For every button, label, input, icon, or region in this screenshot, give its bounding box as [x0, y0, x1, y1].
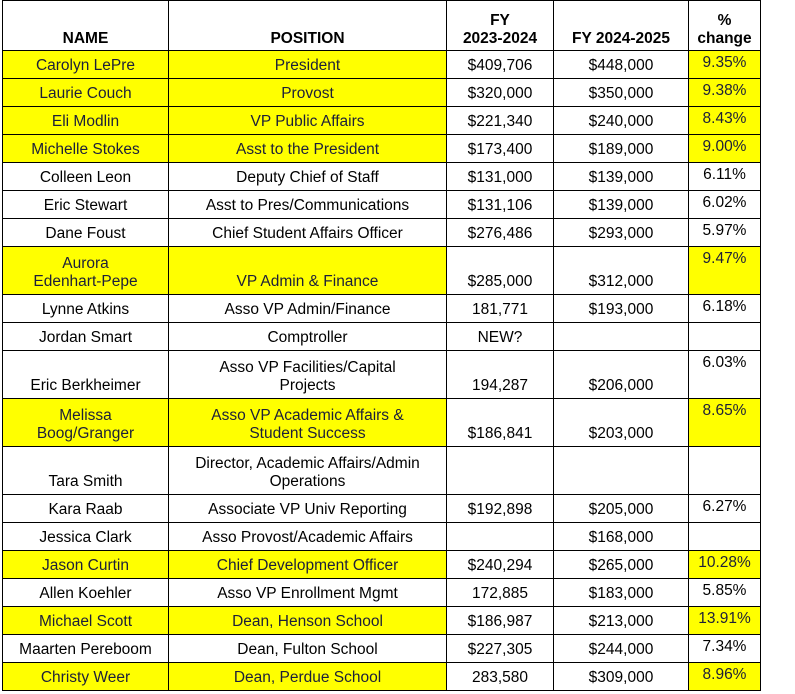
cell-percent-change: 9.35% [689, 51, 761, 79]
cell-percent-change: 13.91% [689, 607, 761, 635]
cell-percent-change: 5.97% [689, 219, 761, 247]
table-row [3, 663, 761, 691]
table-row [3, 399, 761, 447]
header-fy-2024-2025: FY 2024-2025 [554, 1, 689, 51]
cell-fy-2024-2025 [554, 323, 689, 351]
cell-fy-2024-2025: $213,000 [554, 607, 689, 635]
table-row [3, 247, 761, 295]
cell-fy-2024-2025: $205,000 [554, 495, 689, 523]
cell-position: Chief Student Affairs Officer [169, 219, 447, 247]
cell-fy-2024-2025: $183,000 [554, 579, 689, 607]
cell-percent-change: 7.34% [689, 635, 761, 663]
cell-name: Jordan Smart [3, 323, 169, 351]
cell-position: Asso Provost/Academic Affairs [169, 523, 447, 551]
cell-name: Colleen Leon [3, 163, 169, 191]
cell-fy-2024-2025: $193,000 [554, 295, 689, 323]
cell-fy-2023-2024: $173,400 [447, 135, 554, 163]
cell-fy-2024-2025: $265,000 [554, 551, 689, 579]
table-row [3, 607, 761, 635]
cell-position: Asso VP Enrollment Mgmt [169, 579, 447, 607]
cell-position: President [169, 51, 447, 79]
cell-position: Asst to Pres/Communications [169, 191, 447, 219]
cell-percent-change [689, 447, 761, 495]
cell-fy-2023-2024: $131,000 [447, 163, 554, 191]
cell-position: Director, Academic Affairs/Admin Operations [169, 447, 447, 495]
table-row [3, 447, 761, 495]
cell-fy-2023-2024: $285,000 [447, 247, 554, 295]
cell-fy-2024-2025: $312,000 [554, 247, 689, 295]
cell-percent-change: 8.96% [689, 663, 761, 691]
header-percent-change: % change [689, 1, 761, 51]
cell-fy-2024-2025: $309,000 [554, 663, 689, 691]
table-row [3, 107, 761, 135]
cell-percent-change: 6.11% [689, 163, 761, 191]
cell-percent-change: 6.03% [689, 351, 761, 399]
cell-position: VP Public Affairs [169, 107, 447, 135]
cell-percent-change: 8.65% [689, 399, 761, 447]
cell-percent-change: 9.47% [689, 247, 761, 295]
cell-name: Eli Modlin [3, 107, 169, 135]
cell-name: Jessica Clark [3, 523, 169, 551]
table-row [3, 579, 761, 607]
table-row [3, 323, 761, 351]
cell-fy-2024-2025: $293,000 [554, 219, 689, 247]
cell-fy-2023-2024 [447, 523, 554, 551]
cell-percent-change: 8.43% [689, 107, 761, 135]
cell-position: Dean, Fulton School [169, 635, 447, 663]
cell-fy-2023-2024: $186,841 [447, 399, 554, 447]
cell-name: Laurie Couch [3, 79, 169, 107]
table-row [3, 635, 761, 663]
cell-percent-change: 9.38% [689, 79, 761, 107]
table-row [3, 219, 761, 247]
cell-position: Asso VP Academic Affairs & Student Success [169, 399, 447, 447]
cell-name: Carolyn LePre [3, 51, 169, 79]
cell-fy-2023-2024: 194,287 [447, 351, 554, 399]
cell-fy-2023-2024: $276,486 [447, 219, 554, 247]
cell-position: Provost [169, 79, 447, 107]
cell-percent-change: 10.28% [689, 551, 761, 579]
cell-fy-2024-2025: $189,000 [554, 135, 689, 163]
header-position: POSITION [169, 1, 447, 51]
cell-percent-change [689, 323, 761, 351]
salary-table [2, 0, 761, 691]
table-row [3, 163, 761, 191]
table-row [3, 191, 761, 219]
cell-fy-2023-2024: $192,898 [447, 495, 554, 523]
cell-percent-change: 6.27% [689, 495, 761, 523]
cell-percent-change: 6.18% [689, 295, 761, 323]
cell-fy-2023-2024: $227,305 [447, 635, 554, 663]
header-fy-2023-2024: FY 2023-2024 [447, 1, 554, 51]
cell-position: Chief Development Officer [169, 551, 447, 579]
cell-fy-2023-2024 [447, 447, 554, 495]
cell-name: Aurora Edenhart-Pepe [3, 247, 169, 295]
cell-percent-change [689, 523, 761, 551]
cell-position: Associate VP Univ Reporting [169, 495, 447, 523]
cell-fy-2024-2025: $168,000 [554, 523, 689, 551]
cell-fy-2023-2024: $409,706 [447, 51, 554, 79]
cell-name: Michael Scott [3, 607, 169, 635]
cell-name: Eric Berkheimer [3, 351, 169, 399]
cell-name: Michelle Stokes [3, 135, 169, 163]
table-row [3, 551, 761, 579]
cell-position: Asso VP Admin/Finance [169, 295, 447, 323]
cell-percent-change: 6.02% [689, 191, 761, 219]
cell-fy-2023-2024: 283,580 [447, 663, 554, 691]
table-row [3, 495, 761, 523]
table-row [3, 135, 761, 163]
cell-position: Deputy Chief of Staff [169, 163, 447, 191]
cell-fy-2023-2024: $240,294 [447, 551, 554, 579]
cell-fy-2023-2024: NEW? [447, 323, 554, 351]
cell-fy-2024-2025: $139,000 [554, 163, 689, 191]
cell-name: Christy Weer [3, 663, 169, 691]
cell-position: Asst to the President [169, 135, 447, 163]
cell-fy-2024-2025 [554, 447, 689, 495]
cell-fy-2024-2025: $206,000 [554, 351, 689, 399]
cell-fy-2023-2024: $320,000 [447, 79, 554, 107]
cell-position: Dean, Perdue School [169, 663, 447, 691]
cell-name: Dane Foust [3, 219, 169, 247]
cell-fy-2024-2025: $139,000 [554, 191, 689, 219]
cell-name: Melissa Boog/Granger [3, 399, 169, 447]
cell-fy-2023-2024: 181,771 [447, 295, 554, 323]
table-row [3, 51, 761, 79]
cell-name: Jason Curtin [3, 551, 169, 579]
cell-fy-2024-2025: $244,000 [554, 635, 689, 663]
table-row [3, 351, 761, 399]
cell-fy-2023-2024: $221,340 [447, 107, 554, 135]
cell-fy-2023-2024: $131,106 [447, 191, 554, 219]
cell-fy-2024-2025: $448,000 [554, 51, 689, 79]
cell-position: Comptroller [169, 323, 447, 351]
cell-name: Lynne Atkins [3, 295, 169, 323]
cell-name: Kara Raab [3, 495, 169, 523]
table-row [3, 523, 761, 551]
cell-fy-2024-2025: $240,000 [554, 107, 689, 135]
cell-fy-2024-2025: $203,000 [554, 399, 689, 447]
header-name: NAME [3, 1, 169, 51]
cell-fy-2023-2024: 172,885 [447, 579, 554, 607]
cell-percent-change: 9.00% [689, 135, 761, 163]
cell-name: Maarten Pereboom [3, 635, 169, 663]
cell-name: Allen Koehler [3, 579, 169, 607]
cell-fy-2023-2024: $186,987 [447, 607, 554, 635]
table-row [3, 79, 761, 107]
cell-position: VP Admin & Finance [169, 247, 447, 295]
table-row [3, 295, 761, 323]
cell-percent-change: 5.85% [689, 579, 761, 607]
header-row [3, 1, 761, 51]
cell-name: Eric Stewart [3, 191, 169, 219]
cell-fy-2024-2025: $350,000 [554, 79, 689, 107]
cell-position: Dean, Henson School [169, 607, 447, 635]
cell-name: Tara Smith [3, 447, 169, 495]
cell-position: Asso VP Facilities/Capital Projects [169, 351, 447, 399]
